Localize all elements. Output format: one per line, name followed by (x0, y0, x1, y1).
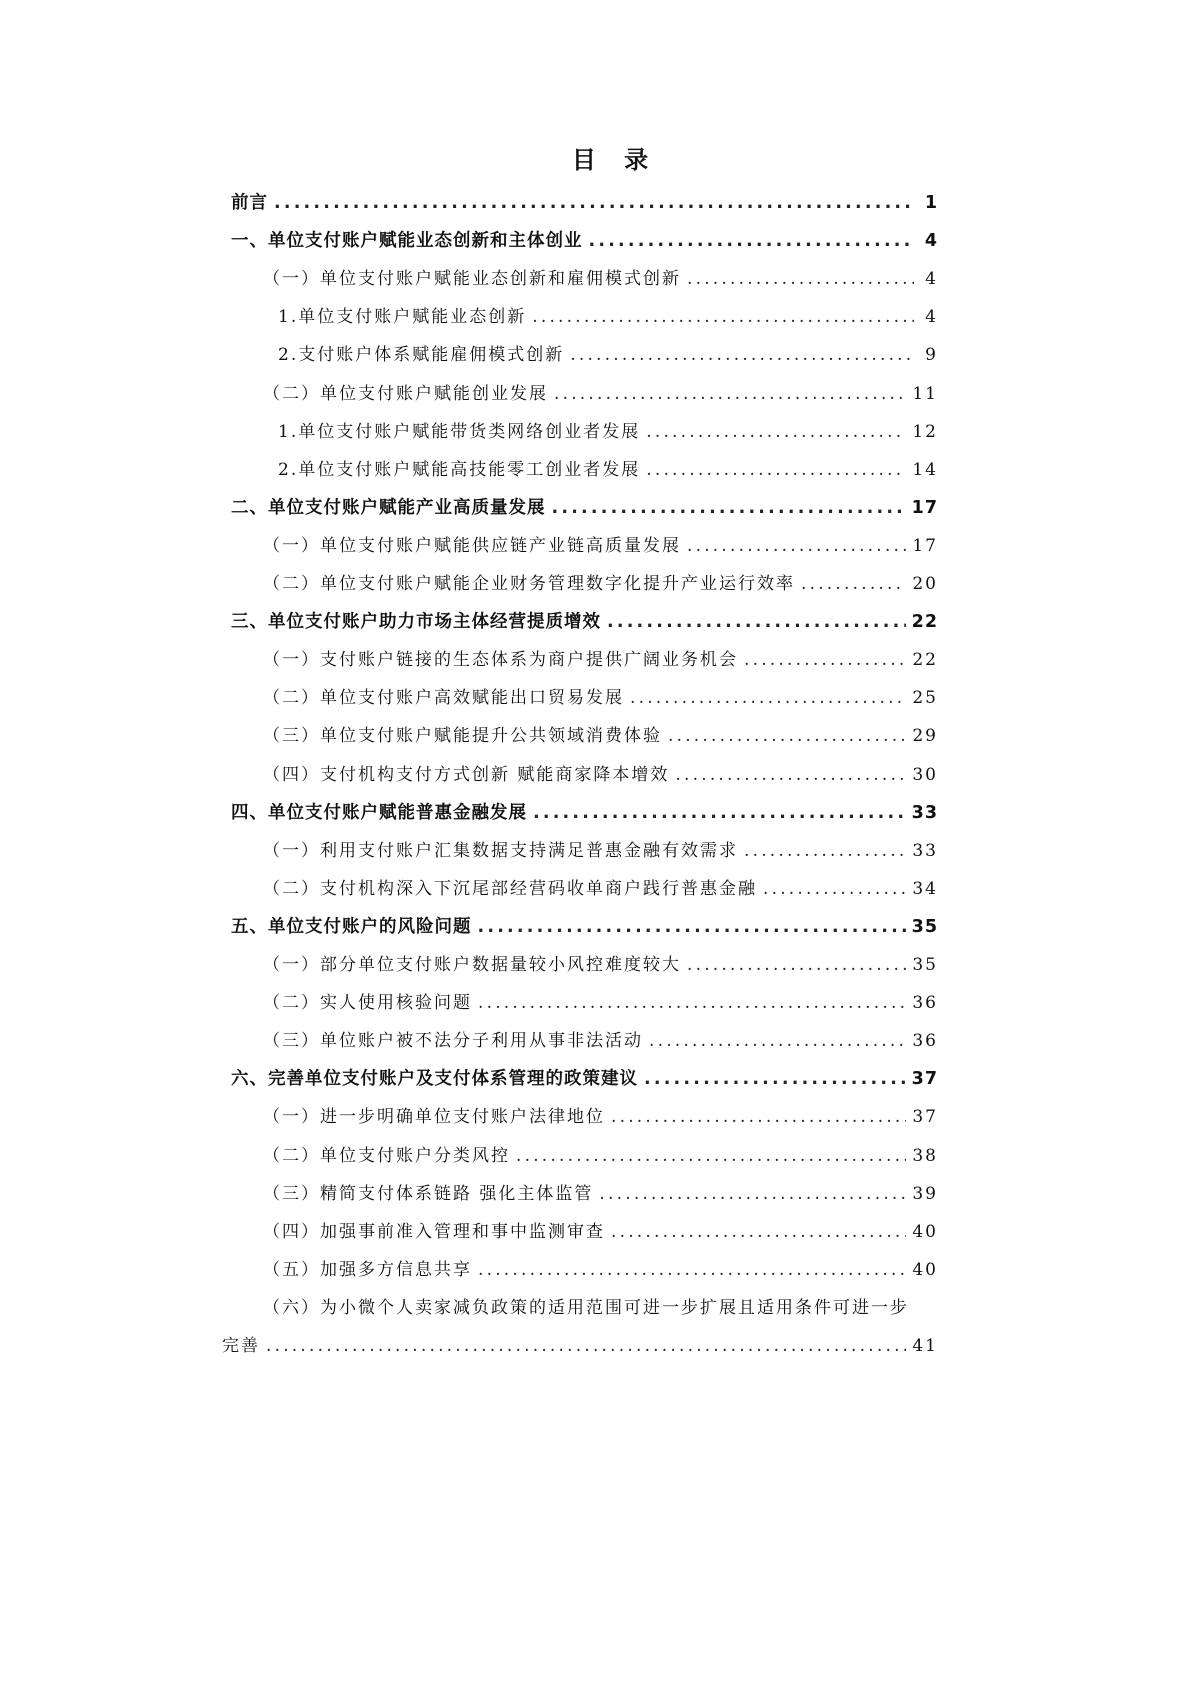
toc-entry-page: 36 (912, 1031, 938, 1052)
toc-entry-label: （三）单位账户被不法分子利用从事非法活动 (263, 1031, 643, 1052)
toc-entry-label: 2.支付账户体系赋能雇佣模式创新 (278, 345, 565, 366)
toc-entry-page: 40 (912, 1259, 938, 1280)
toc-entry[interactable] (263, 1141, 938, 1171)
toc-entry-page: 40 (912, 1221, 938, 1242)
toc-leader-dots (668, 721, 906, 751)
toc-leader-dots (646, 455, 906, 485)
toc-entry-label: （五）加强多方信息共享 (263, 1259, 472, 1280)
toc-leader-dots (649, 1026, 906, 1056)
toc-entry-page: 4 (925, 307, 938, 328)
toc-leader-dots (266, 1331, 906, 1361)
toc-entry[interactable] (263, 1179, 938, 1209)
toc-entry-page: 14 (912, 459, 938, 480)
toc-entry-label: 二、单位支付账户赋能产业高质量发展 (231, 497, 546, 518)
toc-entry-label: （二）实人使用核验问题 (263, 993, 472, 1014)
toc-entry[interactable] (263, 379, 938, 409)
toc-entry-page: 22 (911, 612, 938, 633)
toc-leader-dots (763, 874, 906, 904)
toc-entry-label: 六、完善单位支付账户及支付体系管理的政策建议 (231, 1069, 638, 1090)
toc-leader-dots (646, 417, 906, 447)
toc-entry-page: 4 (925, 269, 938, 290)
toc-entry-label: 1.单位支付账户赋能业态创新 (278, 307, 527, 328)
toc-entry-page: 33 (911, 802, 938, 823)
toc-leader-dots (744, 645, 906, 675)
toc-entry-last-line2[interactable] (222, 1331, 938, 1361)
toc-entry-label: 三、单位支付账户助力市场主体经营提质增效 (231, 612, 601, 633)
toc-entry-page: 37 (911, 1069, 938, 1090)
toc-entry-label: （一）进一步明确单位支付账户法律地位 (263, 1107, 605, 1128)
toc-entry-label: 完善 (222, 1336, 260, 1356)
toc-leader-dots (644, 1064, 906, 1094)
toc-entry-page: 4 (924, 231, 938, 252)
toc-entry-page: 9 (925, 345, 938, 366)
toc-leader-dots (630, 683, 906, 713)
toc-entry[interactable] (263, 1255, 938, 1285)
toc-entry-label: 一、单位支付账户赋能业态创新和主体创业 (231, 231, 583, 252)
toc-entry[interactable] (263, 531, 938, 561)
toc-entry-label: （四）加强事前准入管理和事中监测审查 (263, 1221, 605, 1242)
toc-entry-page: 37 (912, 1107, 938, 1128)
toc-leader-dots (532, 302, 914, 332)
toc-entry[interactable] (263, 760, 938, 790)
toc-entry-page: 22 (912, 650, 938, 671)
toc-entry-label: （三）单位支付账户赋能提升公共领域消费体验 (263, 726, 662, 747)
toc-entry[interactable] (231, 493, 938, 523)
toc-entry[interactable] (263, 683, 938, 713)
toc-entry-label: 前言 (231, 193, 268, 213)
toc-entry-page: 12 (912, 421, 938, 442)
toc-entry-page: 29 (912, 726, 938, 747)
toc-entry-label: 五、单位支付账户的风险问题 (231, 916, 472, 937)
toc-leader-dots (478, 1255, 906, 1285)
toc-entry-page: 38 (912, 1145, 938, 1166)
toc-entry-label: （二）支付机构深入下沉尾部经营码收单商户践行普惠金融 (263, 878, 757, 899)
toc-entry-page: 33 (912, 840, 938, 861)
toc-leader-dots (274, 188, 914, 218)
toc-entry[interactable] (263, 264, 938, 294)
toc-entry[interactable] (231, 188, 938, 218)
toc-entry-page: 41 (912, 1336, 938, 1356)
toc-leader-dots (478, 912, 906, 942)
toc-leader-dots (552, 493, 906, 523)
toc-entry[interactable] (278, 302, 938, 332)
toc-entry-label: （三）精简支付体系链路 强化主体监管 (263, 1183, 594, 1204)
toc-entry[interactable] (263, 950, 938, 980)
toc-entry[interactable] (263, 836, 938, 866)
toc-leader-dots (801, 569, 906, 599)
toc-entry-page: 17 (912, 535, 938, 556)
toc-leader-dots (554, 379, 906, 409)
toc-entry-label: 2.单位支付账户赋能高技能零工创业者发展 (278, 459, 641, 480)
toc-leader-dots (687, 950, 906, 980)
toc-entry-label: （一）单位支付账户赋能业态创新和雇佣模式创新 (263, 269, 681, 290)
toc-entry[interactable] (231, 1064, 938, 1094)
toc-entry-label: （一）支付账户链接的生态体系为商户提供广阔业务机会 (263, 650, 738, 671)
toc-leader-dots (599, 1179, 906, 1209)
toc-leader-dots (478, 988, 906, 1018)
toc-entry-last-line1[interactable]: （六）为小微个人卖家减负政策的适用范围可进一步扩展且适用条件可进一步 (263, 1297, 909, 1318)
toc-leader-dots (607, 607, 906, 637)
toc-leader-dots (533, 798, 906, 828)
toc-entry-page: 1 (924, 193, 938, 213)
toc-leader-dots (687, 264, 914, 294)
toc-entry[interactable] (231, 226, 938, 256)
toc-entry-label: （二）单位支付账户分类风控 (263, 1145, 510, 1166)
toc-entry-page: 35 (912, 955, 938, 975)
toc-entry[interactable] (231, 798, 938, 828)
toc-entry-page: 34 (912, 878, 938, 899)
toc-entry-label: （二）单位支付账户高效赋能出口贸易发展 (263, 688, 624, 709)
toc-entry-page: 17 (911, 497, 938, 518)
toc-entry-label: （一）利用支付账户汇集数据支持满足普惠金融有效需求 (263, 840, 738, 861)
toc-entry-page: 11 (912, 383, 938, 404)
toc-entry-label: （二）单位支付账户赋能创业发展 (263, 383, 548, 404)
toc-entry-page: 20 (912, 574, 938, 594)
toc-title: 目 录 (571, 146, 659, 174)
toc-leader-dots (516, 1141, 906, 1171)
toc-entry-label: 1.单位支付账户赋能带货类网络创业者发展 (278, 421, 641, 442)
toc-entry[interactable] (263, 1026, 938, 1056)
toc-entry-label: （四）支付机构支付方式创新 赋能商家降本增效 (263, 764, 670, 785)
toc-entry[interactable] (278, 340, 938, 370)
toc-entry-page: 30 (912, 764, 938, 785)
toc-entry[interactable] (263, 874, 938, 904)
toc-leader-dots (611, 1102, 906, 1132)
toc-entry[interactable] (263, 1102, 938, 1132)
toc-leader-dots (675, 760, 906, 790)
toc-entry-label: （一）部分单位支付账户数据量较小风控难度较大 (263, 955, 681, 975)
toc-entry[interactable] (231, 607, 938, 637)
toc-entry-page: 36 (912, 993, 938, 1014)
toc-entry-page: 35 (911, 916, 938, 937)
toc-entry-label: （一）单位支付账户赋能供应链产业链高质量发展 (263, 535, 681, 556)
toc-entry[interactable] (278, 455, 938, 485)
toc-entry[interactable] (263, 1217, 938, 1247)
toc-entry[interactable] (263, 988, 938, 1018)
toc-entry-page: 39 (912, 1183, 938, 1204)
toc-leader-dots (589, 226, 915, 256)
toc-entry[interactable] (263, 721, 938, 751)
toc-leader-dots (611, 1217, 906, 1247)
toc-entry-page: 25 (912, 688, 938, 709)
toc-entry[interactable] (263, 645, 938, 675)
toc-entry[interactable] (278, 417, 938, 447)
toc-entry[interactable] (263, 569, 938, 599)
toc-entry[interactable] (231, 912, 938, 942)
toc-leader-dots (687, 531, 906, 561)
toc-leader-dots (744, 836, 906, 866)
toc-entry-label: 四、单位支付账户赋能普惠金融发展 (231, 802, 527, 823)
toc-entry-label: （二）单位支付账户赋能企业财务管理数字化提升产业运行效率 (263, 574, 795, 594)
toc-leader-dots (570, 340, 914, 370)
